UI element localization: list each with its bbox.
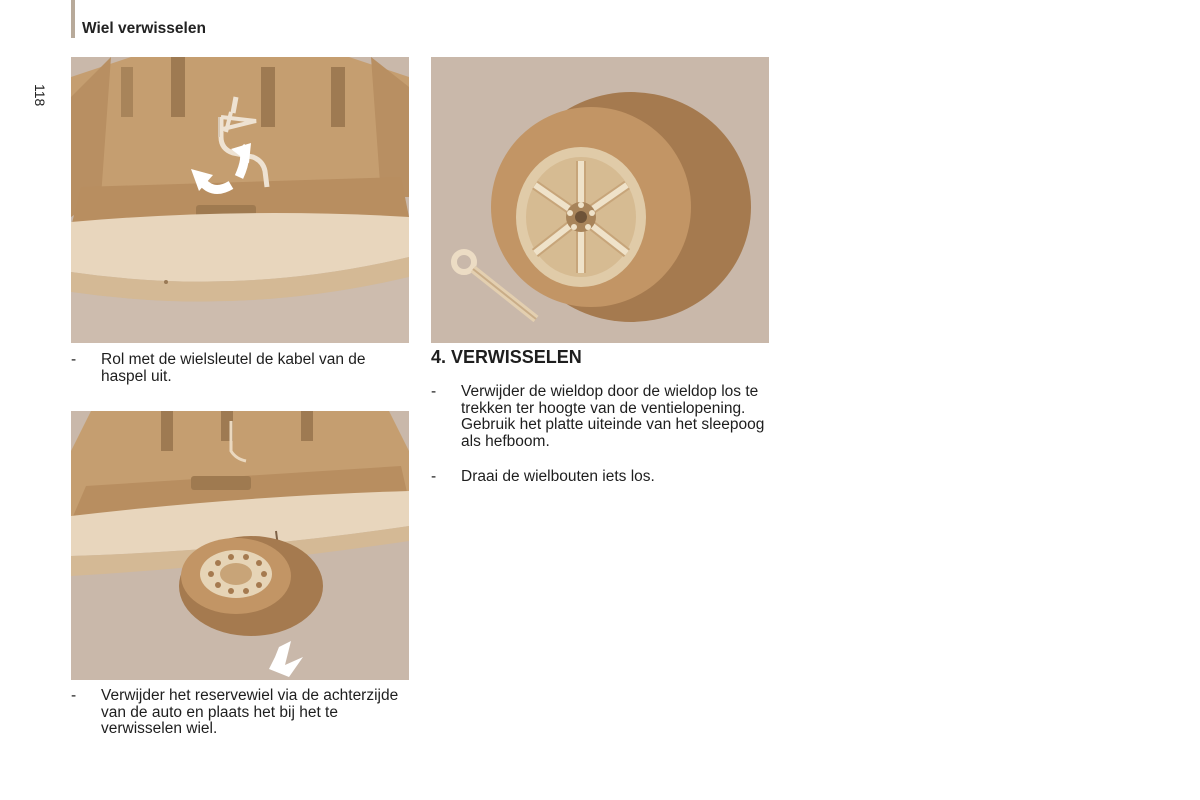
- spare-wheel-drawing: [431, 57, 769, 343]
- header-accent-bar: [71, 0, 75, 38]
- bullet-dash: -: [71, 351, 77, 368]
- down-arrow-icon: [269, 641, 303, 677]
- page-number: 118: [32, 84, 48, 107]
- step-unwind-cable-text: Rol met de wielsleutel de kabel van de haspel uit.: [101, 351, 366, 385]
- page-header-title: Wiel verwisselen: [82, 20, 206, 37]
- bullet-dash: -: [431, 468, 437, 485]
- remove-spare-wheel-illustration: [71, 411, 409, 680]
- bullet-dash: -: [71, 687, 77, 704]
- remove-spare-wheel-drawing: [71, 411, 409, 680]
- spare-wheel-illustration: [431, 57, 769, 343]
- section-heading-replace: 4. VERWISSELEN: [431, 347, 582, 367]
- step-remove-hubcap-text: Verwijder de wieldop door de wieldop los te trekken ter hoogte van de ventielopening. Gebruik het platte uiteinde van het sleepoog als hefboom.: [461, 383, 765, 450]
- step-loosen-bolts-text: Draai de wielbouten iets los.: [461, 468, 655, 485]
- bullet-dash: -: [431, 383, 437, 400]
- trunk-cable-illustration: [71, 57, 409, 343]
- step-remove-spare-wheel-text: Verwijder het reservewiel via de achterzijde van de auto en plaats het bij het te verwisselen wiel.: [101, 687, 399, 737]
- trunk-cable-drawing: [71, 57, 409, 343]
